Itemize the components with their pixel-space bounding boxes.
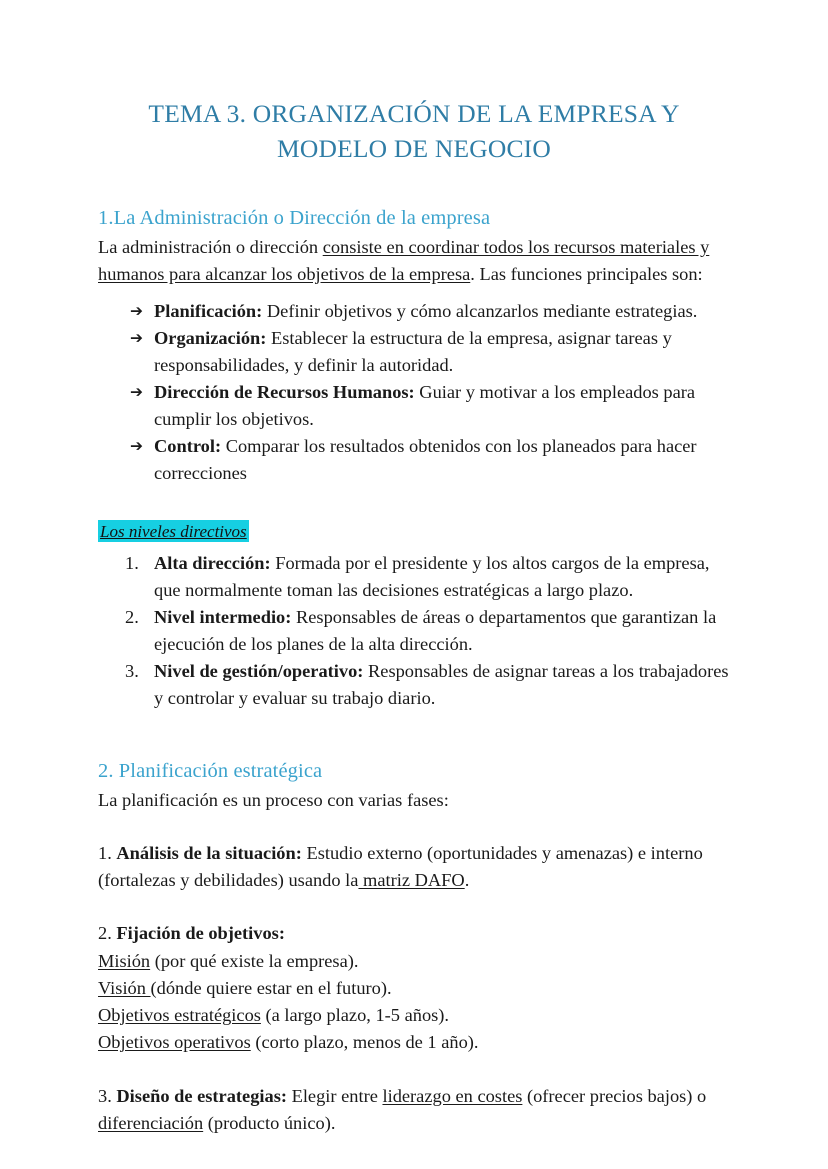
document-title-line-2: MODELO DE NEGOCIO: [277, 134, 551, 164]
phase-3-term: Diseño de estrategias:: [116, 1085, 287, 1106]
level-term: Nivel intermedio:: [154, 607, 292, 628]
function-term: Control:: [154, 435, 222, 456]
level-term: Nivel de gestión/operativo:: [154, 661, 364, 682]
highlighted-subheading: Los niveles directivos: [100, 521, 247, 541]
intro-tail-text: . Las funciones principales son:: [470, 264, 703, 285]
intro-lead-text: La administración o dirección: [98, 237, 323, 258]
objective-description: (dónde quiere estar en el futuro).: [150, 977, 392, 998]
intro-underlined-text: consiste en coordinar todos los recursos materiales y humanos para alcanzar los objetivos de la empresa: [98, 237, 710, 285]
phase-1-term: Análisis de la situación:: [116, 842, 302, 863]
management-functions-list: [98, 289, 730, 487]
document-title-line-1: TEMA 3. ORGANIZACIÓN DE LA EMPRESA Y: [148, 99, 680, 128]
objective-term: Objetivos operativos: [98, 1032, 251, 1053]
objective-description: (corto plazo, menos de 1 año).: [250, 1032, 479, 1053]
phase-2-number: 2.: [98, 923, 117, 944]
phase-3-paragraph: [98, 1057, 730, 1137]
objective-term: Objetivos estratégicos: [98, 1005, 261, 1026]
section-1-intro-paragraph: [98, 231, 730, 288]
function-description: Guiar y motivar a los empleados para cumplir los objetivos.: [154, 381, 696, 429]
dafo-matrix-underlined: matriz DAFO: [358, 870, 465, 891]
phase-3-description-part1: Elegir entre: [286, 1085, 383, 1106]
list-item: [98, 325, 730, 379]
phase-3-number: 3.: [98, 1085, 117, 1106]
arrow-right-icon: ➔: [130, 301, 143, 320]
management-levels-list: [98, 542, 730, 712]
phase-1-number: 1.: [98, 842, 117, 863]
list-item: [98, 298, 730, 325]
section-2-lead-paragraph: La planificación es un proceso con varias fases:: [98, 789, 449, 810]
strategy-liderazgo-underlined: liderazgo en costes: [382, 1085, 523, 1106]
arrow-right-icon: ➔: [130, 436, 143, 455]
levels-label-wrapper: [98, 487, 730, 542]
section-1-heading: 1.La Administración o Dirección de la empresa: [98, 206, 491, 229]
arrow-right-icon: ➔: [130, 328, 143, 347]
objective-description: (a largo plazo, 1-5 años).: [260, 1005, 450, 1026]
phase-1-paragraph: [98, 814, 730, 894]
objective-term: Misión: [98, 950, 151, 971]
list-item: [98, 379, 730, 433]
objective-description: (por qué existe la empresa).: [150, 950, 359, 971]
level-description: Formada por el presidente y los altos cargos de la empresa, que normalmente toman las decisiones estratégicas a largo plazo.: [154, 553, 710, 601]
phase-2-term: Fijación de objetivos:: [116, 923, 285, 944]
document-title: [98, 0, 730, 167]
arrow-right-icon: ➔: [130, 382, 143, 401]
section-2-heading: 2. Planificación estratégica: [98, 760, 323, 783]
objective-item-operativos: [98, 1029, 730, 1056]
list-item: [98, 658, 730, 712]
objective-item-mision: [98, 948, 730, 975]
list-item: [98, 550, 730, 604]
phase-1-description-part2: .: [464, 870, 470, 891]
function-term: Organización:: [154, 327, 267, 348]
phase-3-description-part2: (ofrecer precios bajos) o: [522, 1085, 707, 1106]
function-description: Comparar los resultados obtenidos con los planeados para hacer correcciones: [154, 435, 697, 483]
function-description: Establecer la estructura de la empresa, asignar tareas y responsabilidades, y definir la autoridad.: [154, 327, 672, 375]
phase-3-description-part3: (producto único).: [203, 1112, 336, 1133]
phase-1-description-part1: Estudio externo (oportunidades y amenazas) e interno (fortalezas y debilidades) usando la: [98, 842, 703, 891]
objective-item-vision: [98, 975, 730, 1002]
level-description: Responsables de áreas o departamentos que garantizan la ejecución de los planes de la alta dirección.: [154, 607, 717, 655]
list-item: [98, 604, 730, 658]
objective-item-estrategicos: [98, 1002, 730, 1029]
phase-2-paragraph: [98, 894, 730, 947]
function-term: Planificación:: [154, 300, 263, 321]
level-term: Alta dirección:: [154, 553, 271, 574]
list-item: [98, 433, 730, 487]
level-description: Responsables de asignar tareas a los trabajadores y controlar y evaluar su trabajo diario.: [154, 661, 729, 709]
strategy-diferenciacion-underlined: diferenciación: [98, 1112, 204, 1133]
objective-term: Visión: [98, 977, 151, 998]
function-term: Dirección de Recursos Humanos:: [154, 381, 415, 402]
function-description: Definir objetivos y cómo alcanzarlos mediante estrategias.: [262, 300, 698, 321]
